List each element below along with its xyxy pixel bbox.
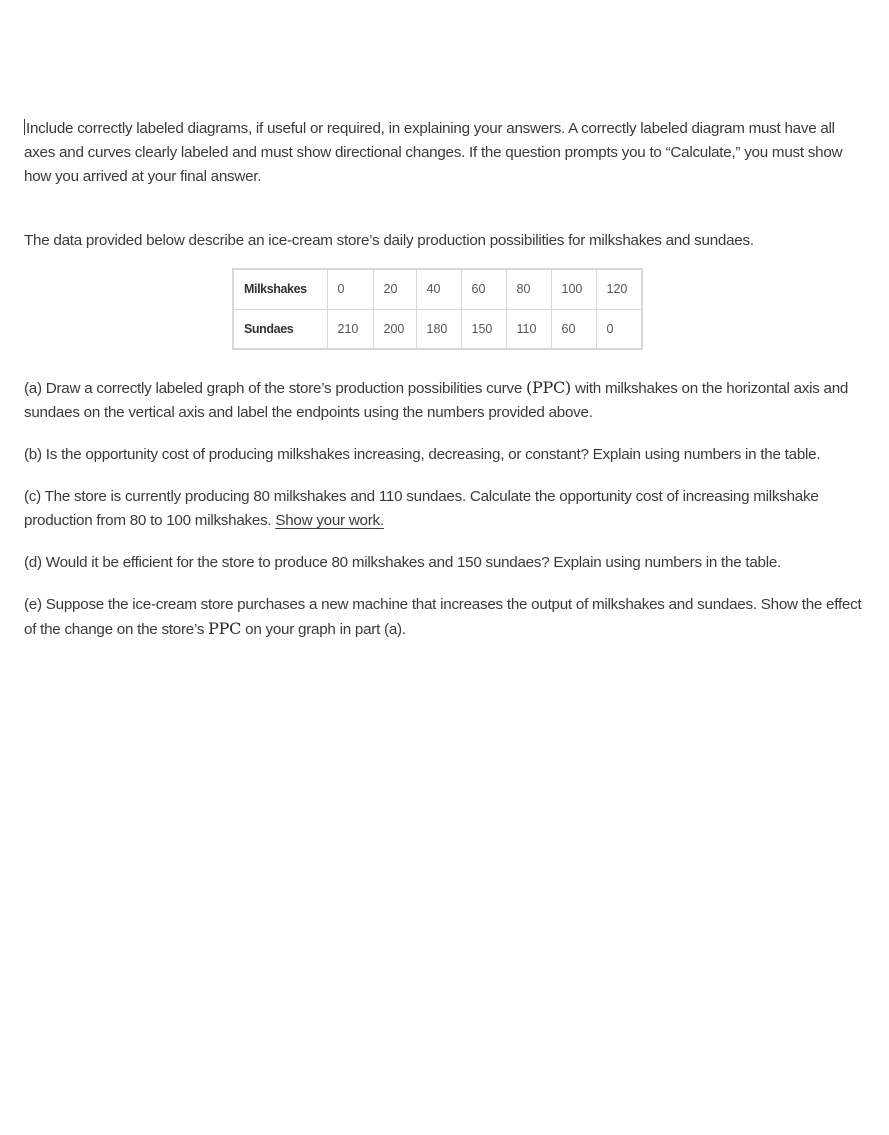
table-cell: 60 xyxy=(551,309,596,349)
question-a-text: (a) Draw a correctly labeled graph of the store’s production possibilities curve xyxy=(24,380,526,397)
row-header-milkshakes: Milkshakes xyxy=(233,269,327,309)
question-a-text-end: with milkshakes on the horizontal axis and sundaes on the vertical axis and label the endpoints using the numbers provided above. xyxy=(24,380,849,421)
text-cursor xyxy=(24,119,25,135)
table-cell: 120 xyxy=(596,269,642,309)
question-e-text-end: on your graph in part (a). xyxy=(241,621,406,638)
table-cell: 200 xyxy=(373,309,416,349)
table-cell: 110 xyxy=(506,309,551,349)
intro-paragraph: The data provided below describe an ice-cream store’s daily production possibilities for milkshakes and sundaes. xyxy=(24,232,754,249)
question-c xyxy=(24,485,864,533)
table-cell: 180 xyxy=(416,309,461,349)
instructions-paragraph xyxy=(24,117,864,189)
production-possibilities-table xyxy=(232,268,643,350)
row-header-sundaes: Sundaes xyxy=(233,309,327,349)
table-cell: 150 xyxy=(461,309,506,349)
table-cell: 210 xyxy=(327,309,373,349)
question-d: (d) Would it be efficient for the store to produce 80 milkshakes and 150 sundaes? Explain using numbers in the table. xyxy=(24,554,782,571)
question-e xyxy=(24,593,864,642)
table-cell: 0 xyxy=(327,269,373,309)
table-cell: 40 xyxy=(416,269,461,309)
show-your-work-link[interactable]: Show your work. xyxy=(275,512,384,529)
instructions-text: Include correctly labeled diagrams, if useful or required, in explaining your answers. A correctly labeled diagram must have all axes and curves clearly labeled and must show directional changes. If the question prompts you to “Calculate,” you must show how you arrived at your final answer. xyxy=(24,120,843,185)
table-cell: 100 xyxy=(551,269,596,309)
question-a xyxy=(24,376,864,425)
ppc-abbreviation: (PPC) xyxy=(526,378,572,397)
ppc-table-container xyxy=(232,268,864,350)
table-row-sundaes xyxy=(233,309,642,349)
table-cell: 60 xyxy=(461,269,506,309)
question-page xyxy=(24,117,864,660)
table-cell: 0 xyxy=(596,309,642,349)
table-cell: 20 xyxy=(373,269,416,309)
question-c-text: (c) The store is currently producing 80 milkshakes and 110 sundaes. Calculate the opportunity cost of increasing milkshake production from 80 to 100 milkshakes. xyxy=(24,488,819,529)
table-row-milkshakes xyxy=(233,269,642,309)
question-e-text: (e) Suppose the ice-cream store purchases a new machine that increases the output of milkshakes and sundaes. Show the effect of the change on the store’s xyxy=(24,596,862,638)
ppc-abbreviation: PPC xyxy=(208,619,242,638)
table-cell: 80 xyxy=(506,269,551,309)
question-b: (b) Is the opportunity cost of producing milkshakes increasing, decreasing, or constant? Explain using numbers in the table. xyxy=(24,446,821,463)
